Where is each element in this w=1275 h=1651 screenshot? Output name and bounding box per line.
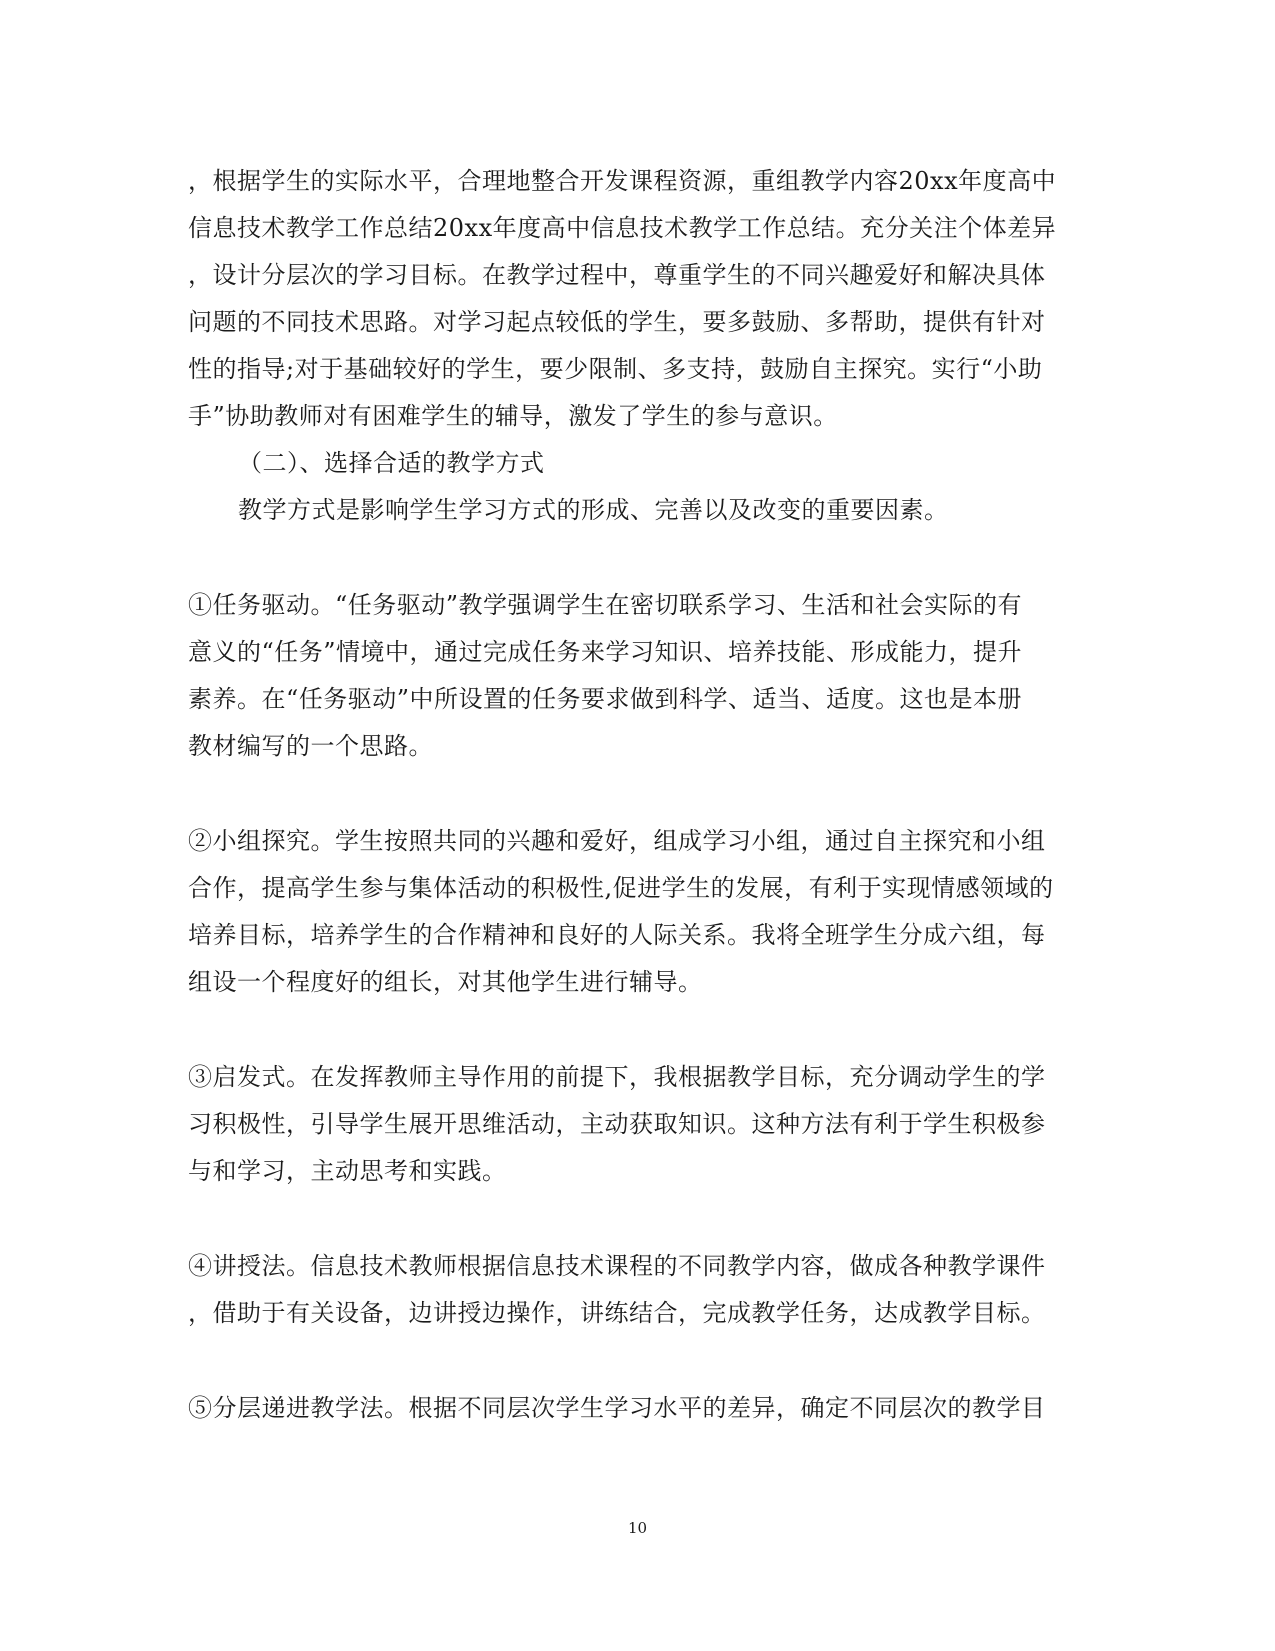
text-line: 教材编写的一个思路。 — [188, 732, 433, 760]
text-line: 组设一个程度好的组长，对其他学生进行辅导。 — [188, 968, 703, 996]
text-line: ①任务驱动。“任务驱动”教学强调学生在密切联系学习、生活和社会实际的有 — [188, 591, 1023, 619]
section-heading: （二）、选择合适的教学方式 — [238, 449, 545, 477]
text-line: 手”协助教师对有困难学生的辅导，激发了学生的参与意识。 — [188, 402, 838, 430]
text-line: 合作，提高学生参与集体活动的积极性,促进学生的发展，有利于实现情感领域的 — [188, 874, 1054, 902]
text-line: 问题的不同技术思路。对学习起点较低的学生，要多鼓励、多帮助，提供有针对 — [188, 308, 1046, 336]
text-line: ④讲授法。信息技术教师根据信息技术课程的不同教学内容，做成各种教学课件 — [188, 1252, 1046, 1280]
text-line: ②小组探究。学生按照共同的兴趣和爱好，组成学习小组，通过自主探究和小组 — [188, 827, 1046, 855]
text-line: 培养目标，培养学生的合作精神和良好的人际关系。我将全班学生分成六组，每 — [188, 921, 1046, 949]
text-line: ，借助于有关设备，边讲授边操作，讲练结合，完成教学任务，达成教学目标。 — [188, 1299, 1046, 1327]
text-line: 性的指导;对于基础较好的学生，要少限制、多支持，鼓励自主探究。实行“小助 — [188, 355, 1043, 383]
text-line: 与和学习，主动思考和实践。 — [188, 1157, 507, 1185]
text-line: 意义的“任务”情境中，通过完成任务来学习知识、培养技能、形成能力，提升 — [188, 638, 1023, 666]
text-line: 素养。在“任务驱动”中所设置的任务要求做到科学、适当、适度。这也是本册 — [188, 685, 1023, 713]
page-number: 10 — [627, 1519, 648, 1537]
text-line: ③启发式。在发挥教师主导作用的前提下，我根据教学目标，充分调动学生的学 — [188, 1063, 1046, 1091]
text-line: ⑤分层递进教学法。根据不同层次学生学习水平的差异，确定不同层次的教学目 — [188, 1394, 1046, 1422]
text-line: ，根据学生的实际水平，合理地整合开发课程资源，重组教学内容20xx年度高中 — [188, 167, 1057, 195]
text-line: 习积极性，引导学生展开思维活动，主动获取知识。这种方法有利于学生积极参 — [188, 1110, 1046, 1138]
text-line: 信息技术教学工作总结20xx年度高中信息技术教学工作总结。充分关注个体差异 — [188, 214, 1057, 242]
text-line: 教学方式是影响学生学习方式的形成、完善以及改变的重要因素。 — [238, 496, 949, 524]
text-line: ，设计分层次的学习目标。在教学过程中，尊重学生的不同兴趣爱好和解决具体 — [188, 261, 1046, 289]
